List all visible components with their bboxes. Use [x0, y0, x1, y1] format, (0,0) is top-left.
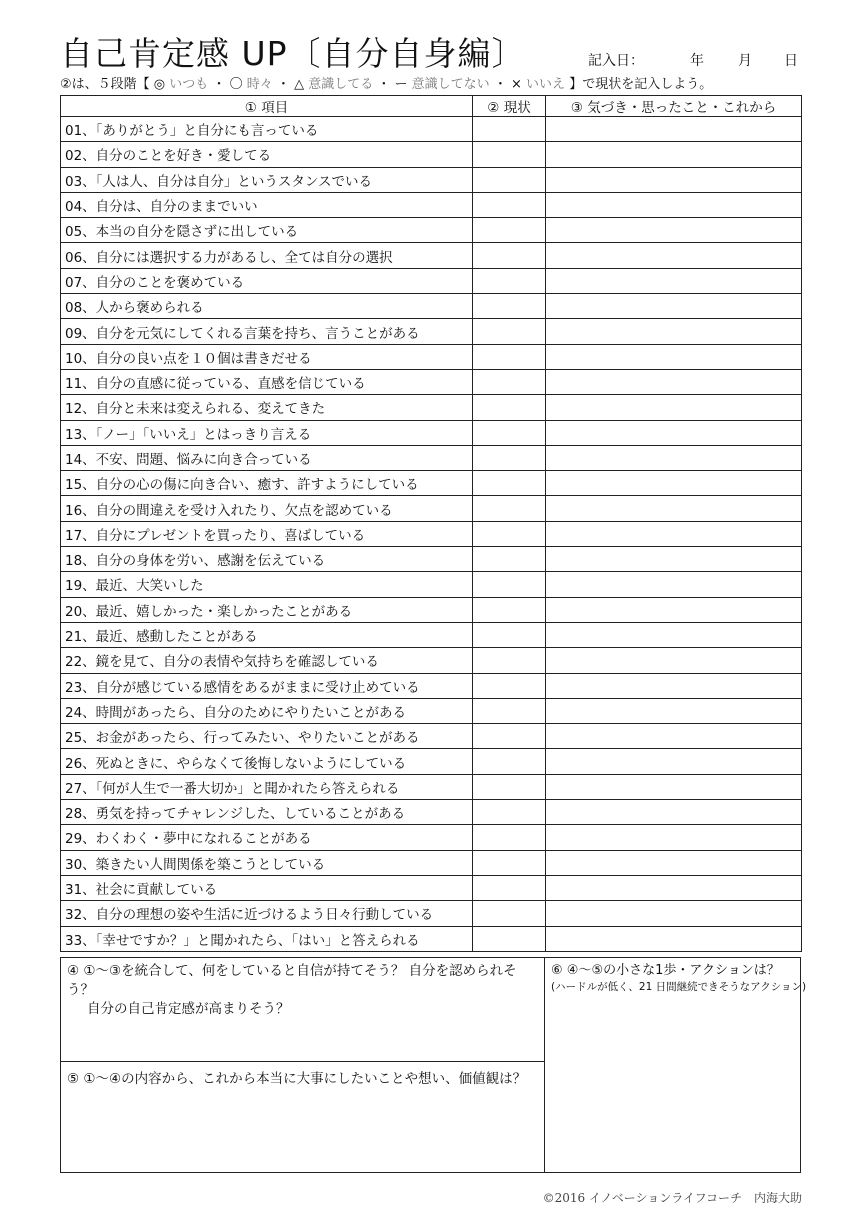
table-row	[61, 268, 802, 293]
notes-cell[interactable]	[546, 825, 802, 850]
scale-mark-unaware: ー	[394, 77, 408, 92]
notes-cell[interactable]	[546, 243, 802, 268]
notes-cell[interactable]	[546, 268, 802, 293]
item-text: 07、自分のことを褒めている	[61, 268, 473, 293]
item-text: 19、最近、大笑いした	[61, 572, 473, 597]
table-row	[61, 344, 802, 369]
checklist-body	[61, 117, 802, 952]
item-text: 17、自分にプレゼントを買ったり、喜ばしている	[61, 521, 473, 546]
notes-cell[interactable]	[546, 167, 802, 192]
status-cell[interactable]	[473, 547, 546, 572]
item-text: 01、「ありがとう」と自分にも言っている	[61, 117, 473, 142]
scale-sep: ・	[493, 77, 507, 92]
notes-cell[interactable]	[546, 749, 802, 774]
instruction-suffix: 】で現状を記入しよう。	[569, 77, 713, 92]
item-text: 26、死ぬときに、やらなくて後悔しないようにしている	[61, 749, 473, 774]
item-text: 25、お金があったら、行ってみたい、やりたいことがある	[61, 724, 473, 749]
item-text: 08、人から褒められる	[61, 294, 473, 319]
notes-cell[interactable]	[546, 471, 802, 496]
question-6-line1: ⑥ ④～⑤の小さな1歩・アクションは？	[551, 963, 780, 978]
status-cell[interactable]	[473, 268, 546, 293]
notes-cell[interactable]	[546, 850, 802, 875]
status-cell[interactable]	[473, 572, 546, 597]
item-text: 18、自分の身体を労い、感謝を伝えている	[61, 547, 473, 572]
table-row	[61, 774, 802, 799]
table-row	[61, 572, 802, 597]
question-4-line1: ④ ①～③を統合して、何をしていると自信が持てそう？ 自分を認められそう？	[67, 963, 517, 998]
instruction-prefix: ②は、５段階【	[60, 77, 150, 92]
question-5-box[interactable]	[61, 1062, 545, 1172]
item-text: 10、自分の良い点を１０個は書きだせる	[61, 344, 473, 369]
status-cell[interactable]	[473, 749, 546, 774]
scale-text-always: いつも	[169, 77, 209, 92]
scale-text-sometimes: 時々	[246, 77, 273, 92]
notes-cell[interactable]	[546, 926, 802, 951]
status-cell[interactable]	[473, 243, 546, 268]
instruction-line	[60, 76, 805, 94]
table-row	[61, 724, 802, 749]
item-text: 04、自分は、自分のままでいい	[61, 192, 473, 217]
entry-year-label: 年	[690, 53, 704, 69]
notes-cell[interactable]	[546, 142, 802, 167]
item-text: 20、最近、嬉しかった・楽しかったことがある	[61, 597, 473, 622]
notes-cell[interactable]	[546, 496, 802, 521]
header-status: ② 現状	[473, 96, 546, 117]
table-row	[61, 850, 802, 875]
header-notes: ③ 気づき・思ったこと・これから	[546, 96, 802, 117]
status-cell[interactable]	[473, 471, 546, 496]
question-6-box[interactable]	[545, 958, 807, 1172]
question-5-text: ⑤ ①～④の内容から、これから本当に大事にしたいことや想い、価値観は？	[67, 1071, 527, 1087]
table-row	[61, 218, 802, 243]
table-row	[61, 167, 802, 192]
notes-cell[interactable]	[546, 445, 802, 470]
notes-cell[interactable]	[546, 597, 802, 622]
entry-month-label: 月	[738, 53, 752, 69]
scale-mark-always: ◎	[153, 77, 166, 92]
table-row	[61, 673, 802, 698]
item-text: 12、自分と未来は変えられる、変えてきた	[61, 395, 473, 420]
table-row	[61, 142, 802, 167]
notes-cell[interactable]	[546, 369, 802, 394]
notes-cell[interactable]	[546, 622, 802, 647]
status-cell[interactable]	[473, 622, 546, 647]
item-text: 14、不安、問題、悩みに向き合っている	[61, 445, 473, 470]
status-cell[interactable]	[473, 445, 546, 470]
status-cell[interactable]	[473, 496, 546, 521]
item-text: 29、わくわく・夢中になれることがある	[61, 825, 473, 850]
table-row	[61, 117, 802, 142]
table-row	[61, 622, 802, 647]
table-row	[61, 825, 802, 850]
header-row	[61, 96, 802, 117]
table-row	[61, 395, 802, 420]
notes-cell[interactable]	[546, 294, 802, 319]
item-text: 11、自分の直感に従っている、直感を信じている	[61, 369, 473, 394]
table-row	[61, 319, 802, 344]
table-row	[61, 648, 802, 673]
notes-cell[interactable]	[546, 420, 802, 445]
notes-cell[interactable]	[546, 192, 802, 217]
table-row	[61, 698, 802, 723]
status-cell[interactable]	[473, 218, 546, 243]
question-6-line2: (ハードルが低く、21 日間継続できそうなアクション)	[551, 981, 807, 993]
notes-cell[interactable]	[546, 218, 802, 243]
item-text: 32、自分の理想の姿や生活に近づけるよう日々行動している	[61, 901, 473, 926]
status-cell[interactable]	[473, 192, 546, 217]
notes-cell[interactable]	[546, 724, 802, 749]
reflection-section	[60, 957, 807, 1173]
table-row	[61, 547, 802, 572]
table-row	[61, 521, 802, 546]
table-row	[61, 471, 802, 496]
table-row	[61, 926, 802, 951]
notes-cell[interactable]	[546, 673, 802, 698]
table-row	[61, 243, 802, 268]
table-row	[61, 597, 802, 622]
header-item: ① 項目	[61, 96, 473, 117]
notes-cell[interactable]	[546, 319, 802, 344]
item-text: 21、最近、感動したことがある	[61, 622, 473, 647]
status-cell[interactable]	[473, 167, 546, 192]
item-text: 09、自分を元気にしてくれる言葉を持ち、言うことがある	[61, 319, 473, 344]
table-row	[61, 192, 802, 217]
notes-cell[interactable]	[546, 800, 802, 825]
notes-cell[interactable]	[546, 875, 802, 900]
status-cell[interactable]	[473, 774, 546, 799]
notes-cell[interactable]	[546, 395, 802, 420]
item-text: 23、自分が感じている感情をあるがままに受け止めている	[61, 673, 473, 698]
status-cell[interactable]	[473, 369, 546, 394]
table-row	[61, 445, 802, 470]
status-cell[interactable]	[473, 901, 546, 926]
status-cell[interactable]	[473, 698, 546, 723]
notes-cell[interactable]	[546, 117, 802, 142]
entry-date-label: 記入日：	[588, 53, 644, 69]
status-cell[interactable]	[473, 395, 546, 420]
status-cell[interactable]	[473, 344, 546, 369]
item-text: 33、「幸せですか？」と聞かれたら、「はい」と答えられる	[61, 926, 473, 951]
page-title: 自己肯定感 UP〔自分自身編〕	[60, 34, 526, 73]
notes-cell[interactable]	[546, 344, 802, 369]
scale-text-unaware: 意識してない	[411, 77, 490, 92]
notes-cell[interactable]	[546, 901, 802, 926]
item-text: 06、自分には選択する力があるし、全ては自分の選択	[61, 243, 473, 268]
notes-cell[interactable]	[546, 521, 802, 546]
item-text: 30、築きたい人間関係を築こうとしている	[61, 850, 473, 875]
item-text: 22、鏡を見て、自分の表情や気持ちを確認している	[61, 648, 473, 673]
table-row	[61, 901, 802, 926]
status-cell[interactable]	[473, 521, 546, 546]
status-cell[interactable]	[473, 319, 546, 344]
status-cell[interactable]	[473, 850, 546, 875]
question-4-line2: 自分の自己肯定感が高まりそう？	[87, 1001, 290, 1017]
status-cell[interactable]	[473, 117, 546, 142]
status-cell[interactable]	[473, 926, 546, 951]
item-text: 24、時間があったら、自分のためにやりたいことがある	[61, 698, 473, 723]
item-text: 13、「ノー」「いいえ」とはっきり言える	[61, 420, 473, 445]
status-cell[interactable]	[473, 648, 546, 673]
status-cell[interactable]	[473, 724, 546, 749]
notes-cell[interactable]	[546, 572, 802, 597]
table-row	[61, 294, 802, 319]
item-text: 16、自分の間違えを受け入れたり、欠点を認めている	[61, 496, 473, 521]
table-row	[61, 420, 802, 445]
table-row	[61, 749, 802, 774]
question-4-box[interactable]	[61, 958, 545, 1062]
notes-cell[interactable]	[546, 547, 802, 572]
scale-text-no: いいえ	[526, 77, 566, 92]
item-text: 02、自分のことを好き・愛してる	[61, 142, 473, 167]
notes-cell[interactable]	[546, 774, 802, 799]
table-row	[61, 369, 802, 394]
table-row	[61, 800, 802, 825]
item-text: 28、勇気を持ってチャレンジした、していることがある	[61, 800, 473, 825]
table-row	[61, 496, 802, 521]
entry-day-label: 日	[784, 53, 798, 69]
scale-mark-sometimes: 〇	[229, 77, 243, 92]
checklist-table	[60, 95, 802, 952]
item-text: 03、「人は人、自分は自分」というスタンスでいる	[61, 167, 473, 192]
status-cell[interactable]	[473, 800, 546, 825]
scale-sep: ・	[377, 77, 391, 92]
scale-mark-no: ×	[510, 77, 522, 92]
notes-cell[interactable]	[546, 648, 802, 673]
entry-date	[588, 50, 800, 72]
scale-sep: ・	[276, 77, 290, 92]
status-cell[interactable]	[473, 825, 546, 850]
scale-text-aware: 意識してる	[308, 77, 374, 92]
copyright-footer: ©2016 イノベーションライフコーチ 内海大助	[542, 1191, 802, 1205]
scale-mark-aware: △	[294, 77, 305, 92]
status-cell[interactable]	[473, 420, 546, 445]
table-row	[61, 875, 802, 900]
item-text: 05、本当の自分を隠さずに出している	[61, 218, 473, 243]
notes-cell[interactable]	[546, 698, 802, 723]
item-text: 27、「何が人生で一番大切か」と聞かれたら答えられる	[61, 774, 473, 799]
status-cell[interactable]	[473, 294, 546, 319]
status-cell[interactable]	[473, 597, 546, 622]
status-cell[interactable]	[473, 673, 546, 698]
item-text: 15、自分の心の傷に向き合い、癒す、許すようにしている	[61, 471, 473, 496]
scale-sep: ・	[212, 77, 226, 92]
status-cell[interactable]	[473, 875, 546, 900]
status-cell[interactable]	[473, 142, 546, 167]
item-text: 31、社会に貢献している	[61, 875, 473, 900]
